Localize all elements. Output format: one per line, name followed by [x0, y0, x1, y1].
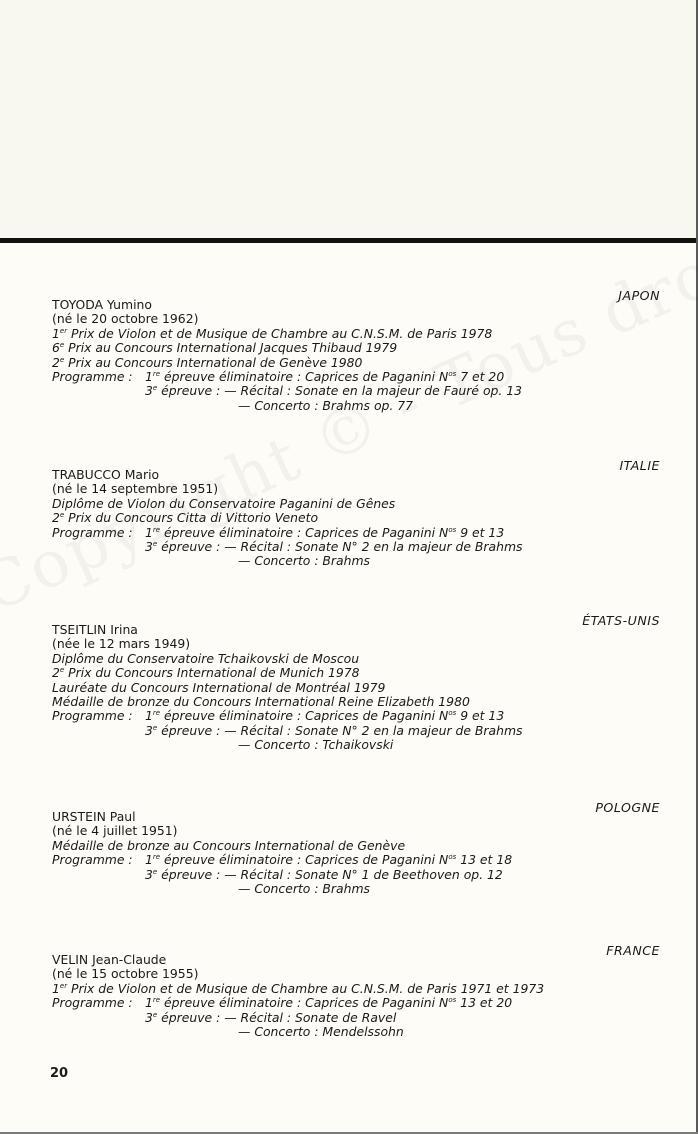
caprice-numbers: 13 et 18 — [456, 852, 513, 868]
numero-suffix: os — [448, 525, 457, 534]
programme-round-3 — [52, 724, 523, 738]
award-text: Diplôme du Conservatoire Tchaikovski de Moscou — [52, 650, 360, 666]
entry-body — [52, 953, 544, 1039]
contestant-name: TSEITLIN Irina — [52, 622, 138, 637]
programme-round-3 — [52, 1011, 544, 1025]
programme-label: Programme : — [52, 708, 133, 724]
round-desc: épreuve : — Récital : Sonate N° 2 en la majeur de Brahms — [157, 538, 523, 554]
contestant-entry — [52, 943, 660, 1093]
country-label: JAPON — [618, 288, 660, 303]
birth-date: (né le 14 septembre 1951) — [52, 481, 219, 497]
country-label: ITALIE — [619, 458, 660, 473]
award-text: Lauréate du Concours International de Montréal 1979 — [52, 679, 386, 695]
round-desc: épreuve : — Récital : Sonate en la majeur de Fauré op. 13 — [157, 383, 523, 399]
contestant-entry — [52, 800, 660, 950]
birth-date: (né le 4 juillet 1951) — [52, 823, 178, 839]
round-desc: épreuve éliminatoire : Caprices de Paganini N — [160, 708, 449, 724]
round-number-suffix: re — [152, 369, 161, 378]
round-number-suffix: e — [152, 539, 158, 548]
programme-round-1 — [52, 526, 523, 540]
award-rank-suffix: er — [59, 326, 68, 335]
award-line — [52, 341, 522, 355]
blank-top-area — [0, 0, 698, 243]
programme-label: Programme : — [52, 852, 133, 868]
award-rank: 1 — [52, 980, 60, 996]
award-text: Prix de Violon et de Musique de Chambre au C.N.S.M. de Paris 1978 — [67, 325, 493, 341]
award-rank-suffix: e — [59, 511, 65, 520]
programme-concerto: — Concerto : Tchaikovski — [238, 737, 394, 753]
award-rank: 2 — [52, 354, 60, 370]
round-number: 3 — [145, 1009, 153, 1025]
award-text: Prix au Concours International Jacques Thibaud 1979 — [64, 340, 398, 356]
award-rank: 2 — [52, 665, 60, 681]
round-number: 3 — [145, 383, 153, 399]
round-number: 1 — [145, 708, 153, 724]
round-number-suffix: e — [152, 723, 158, 732]
caprice-numbers: 9 et 13 — [456, 524, 505, 540]
award-line — [52, 681, 523, 695]
caprice-numbers: 7 et 20 — [456, 368, 505, 384]
round-desc: épreuve éliminatoire : Caprices de Paganini N — [160, 524, 449, 540]
round-1-text — [145, 526, 504, 540]
round-number-suffix: e — [152, 867, 158, 876]
award-line — [52, 356, 522, 370]
round-1-text — [145, 996, 512, 1010]
award-line — [52, 327, 522, 341]
numero-suffix: os — [448, 853, 457, 862]
round-number: 1 — [145, 524, 153, 540]
award-text: Prix au Concours International de Genève 1980 — [64, 354, 363, 370]
award-rank-suffix: e — [59, 355, 65, 364]
award-text: Prix du Concours International de Munich 1978 — [64, 665, 360, 681]
contestant-entry — [52, 613, 660, 763]
award-text: Médaille de bronze du Concours International Reine Elizabeth 1980 — [52, 693, 470, 709]
round-desc: épreuve : — Récital : Sonate N° 1 de Beethoven op. 12 — [157, 866, 503, 882]
round-number: 3 — [145, 866, 153, 882]
programme-round-1 — [52, 370, 522, 384]
award-line — [52, 511, 523, 525]
country-label: POLOGNE — [595, 800, 660, 815]
contestant-name: URSTEIN Paul — [52, 809, 136, 824]
country-label: ÉTATS-UNIS — [582, 613, 660, 628]
award-rank: 1 — [52, 325, 60, 341]
entry-body — [52, 298, 522, 413]
contestant-name: VELIN Jean-Claude — [52, 952, 167, 967]
contestant-name: TOYODA Yumino — [52, 297, 152, 312]
round-1-text — [145, 709, 504, 723]
round-number: 1 — [145, 852, 153, 868]
round-number-suffix: re — [152, 709, 161, 718]
award-rank-suffix: er — [59, 981, 68, 990]
round-number: 1 — [145, 368, 153, 384]
award-line — [52, 497, 523, 511]
numero-suffix: os — [448, 996, 457, 1005]
award-rank-suffix: e — [59, 341, 65, 350]
round-desc: épreuve : — Récital : Sonate N° 2 en la majeur de Brahms — [157, 722, 523, 738]
entry-body — [52, 810, 512, 896]
round-desc: épreuve éliminatoire : Caprices de Paganini N — [160, 368, 449, 384]
numero-suffix: os — [448, 709, 457, 718]
award-line — [52, 982, 544, 996]
award-rank: 6 — [52, 340, 60, 356]
round-desc: épreuve : — Récital : Sonate de Ravel — [157, 1009, 397, 1025]
programme-label: Programme : — [52, 368, 133, 384]
award-text: Diplôme de Violon du Conservatoire Paganini de Gênes — [52, 495, 396, 511]
round-desc: épreuve éliminatoire : Caprices de Paganini N — [160, 995, 449, 1011]
programme-round-3 — [52, 540, 523, 554]
programme-label: Programme : — [52, 524, 133, 540]
caprice-numbers: 9 et 13 — [456, 708, 505, 724]
round-number-suffix: e — [152, 1010, 158, 1019]
page-number: 20 — [50, 1066, 69, 1081]
round-number: 3 — [145, 538, 153, 554]
contestant-name: TRABUCCO Mario — [52, 467, 160, 482]
award-line — [52, 839, 512, 853]
programme-round-3 — [52, 868, 512, 882]
programme-concerto: — Concerto : Brahms — [238, 553, 371, 569]
programme-label: Programme : — [52, 995, 133, 1011]
contestant-entry — [52, 288, 660, 438]
award-line — [52, 652, 523, 666]
award-text: Prix du Concours Citta di Vittorio Veneto — [64, 510, 319, 526]
award-rank-suffix: e — [59, 666, 65, 675]
award-rank: 2 — [52, 510, 60, 526]
programme-round-1 — [52, 709, 523, 723]
programme-concerto: — Concerto : Brahms — [238, 880, 371, 896]
round-number: 3 — [145, 722, 153, 738]
award-line — [52, 666, 523, 680]
round-1-text — [145, 370, 504, 384]
award-text: Prix de Violon et de Musique de Chambre au C.N.S.M. de Paris 1971 et 1973 — [67, 980, 545, 996]
round-number-suffix: e — [152, 384, 158, 393]
caprice-numbers: 13 et 20 — [456, 995, 513, 1011]
entry-body — [52, 468, 523, 569]
round-number-suffix: re — [152, 525, 161, 534]
birth-date: (né le 20 octobre 1962) — [52, 311, 199, 327]
numero-suffix: os — [448, 369, 457, 378]
entry-body — [52, 623, 523, 753]
programme-round-1 — [52, 853, 512, 867]
round-desc: épreuve éliminatoire : Caprices de Paganini N — [160, 852, 449, 868]
birth-date: (née le 12 mars 1949) — [52, 636, 191, 652]
round-number: 1 — [145, 995, 153, 1011]
round-number-suffix: re — [152, 996, 161, 1005]
birth-date: (né le 15 octobre 1955) — [52, 966, 199, 982]
contestant-entry — [52, 458, 660, 608]
programme-concerto: — Concerto : Mendelssohn — [238, 1023, 404, 1039]
round-1-text — [145, 853, 512, 867]
programme-round-3 — [52, 384, 522, 398]
award-text: Médaille de bronze au Concours International de Genève — [52, 837, 406, 853]
programme-concerto: — Concerto : Brahms op. 77 — [238, 397, 414, 413]
award-line — [52, 695, 523, 709]
round-number-suffix: re — [152, 853, 161, 862]
country-label: FRANCE — [606, 943, 660, 958]
programme-round-1 — [52, 996, 544, 1010]
